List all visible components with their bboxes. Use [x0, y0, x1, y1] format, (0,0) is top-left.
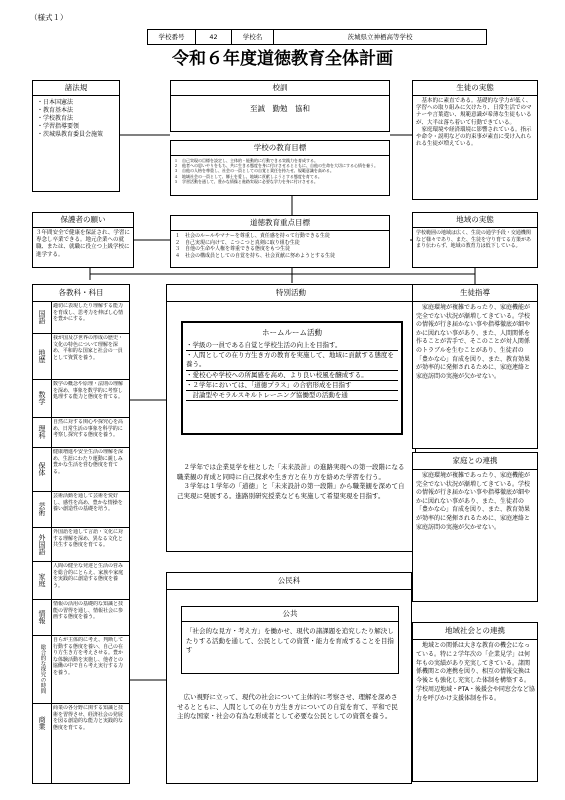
subject-name: 芸術 [38, 502, 46, 516]
motto-panel [170, 80, 390, 132]
subject-description: 情報の活用の基礎的な知識と技能の習得を通し、情報社会に参画する態度を養う。 [53, 601, 124, 620]
law-item: ・教育基本法 [37, 107, 74, 114]
subject-description: 数学の概念や原理・法則の理解を深め、事象を数学的に考察し処理する能力と態度を育てる。 [53, 381, 124, 400]
moral-goals-panel [170, 215, 390, 268]
moral-goals-title: 道徳教育重点目標 [171, 216, 389, 231]
subject-description: 芸術活動を通して芸術を愛好し、感性を高め、豊かな情操を養い創造性の基礎を培う。 [53, 493, 123, 512]
guardian-title: 保護者の願い [33, 213, 133, 228]
moral-goal-item: ２ 自己実現に向けて、こつこつと真剣に取り組む生徒 [175, 239, 300, 246]
subjects-divider [51, 301, 52, 783]
goals-panel [170, 140, 390, 196]
guidance-text: 家庭環境が複雑であったり、家庭機能が完全でない状況が漸増してきている。学校の情報が行き届かない事や指導徹底が細やかに図れない事があり、また、人間関係を作ることが苦手で、そこのことが対人関係のトラブルを生むことがあり、生徒君の「豊かな心」育成を図り、また、教育効果が効率的に発揮されるために、家庭連絡と家庭訪問の実施が欠かせない。 [416, 304, 531, 380]
subject-name: 地歴 [38, 349, 46, 363]
subject-name: 外国語 [38, 533, 46, 555]
subject-name: 商業 [38, 716, 46, 730]
subject-name: 理科 [38, 425, 46, 439]
moral-goals-list [175, 233, 387, 259]
family-text: 家庭環境が複雑であったり、家庭機能が完全でない状況が漸増してきている。学校の情報が行き届かない事や指導徹底が細やかに図れない事があり、また、生徒君の「豊かな心」育成を図り、また、教育効果が効率的に発揮されるために、家庭連絡と家庭訪問の実施が欠かせない。 [416, 472, 531, 531]
law-item: ・茨城県教育委員会施策 [37, 131, 104, 138]
public-box [181, 606, 399, 674]
community-text: 学校範囲の地域は広く、生徒の通学手段・交通機関など様々であり、また、生徒を守り育てる方策があまり伝わらず、地域の教育力は低下している。 [416, 230, 532, 250]
school-number-label: 学校番号 [148, 30, 196, 44]
school-name-label: 学校名 [232, 30, 274, 44]
hr-line: ・学級の一員である自覚と学校生活の向上を目指す。 [186, 341, 398, 351]
law-item: ・学習指導要領 [37, 123, 80, 130]
subject-description: 我が国及び世界の形成の歴史・文化の特色について理解を深め、平和的な国家と社会の一員として資質を養う。 [53, 335, 124, 361]
hr-activity-box [181, 321, 403, 435]
goal-item: ２ 他者への思いやりをもち、共に生きる態度を身に付けさせるとともに、自他の生命を大切にする心情を養う。 [174, 163, 378, 169]
page-title: 令和６年度道徳教育全体計画 [172, 49, 393, 69]
subjects-panel [32, 284, 130, 784]
subject-description: 自然に対する関心や探究心を高め、日常生活の事象を科学的に考察し探究する態度を養う。 [53, 419, 124, 438]
school-info [147, 29, 487, 45]
guardian-panel [32, 212, 134, 268]
guidance-panel [412, 284, 538, 449]
community-panel [412, 212, 538, 268]
student-status-panel [412, 80, 538, 200]
school-number: 42 [196, 30, 232, 44]
public-title: 公共 [182, 607, 398, 622]
moral-goal-item: ４ 社会の構成員としての自覚を持ち、社会貢献に努めようとする生徒 [175, 252, 336, 259]
student-status-text: 基本的に素直である。基礎的な学力が低く、学習への取り組みに欠けたり、日常生活でのマナーや言葉遣い、規範意識が希薄な生徒もいるが、大半は落ち着いて行動できている。 家庭環境や経済環境に影響されている。指示や命令・説明などの約束事が素直に受け入れられる生徒が増えている。 [416, 98, 532, 148]
laws-title: 諸法規 [33, 81, 119, 96]
subject-name: 家庭 [38, 573, 46, 587]
subject-name: 数学 [38, 391, 46, 405]
family-panel [412, 452, 538, 602]
subject-name: 保体 [38, 462, 46, 476]
student-status-title: 生徒の実態 [413, 81, 537, 96]
laws-panel [32, 80, 120, 192]
civics-panel [166, 572, 412, 784]
hr-line: 討論型やモラルスキルトレーニング協働型の活動を通 [186, 391, 398, 401]
special-title: 特別活動 [167, 285, 415, 302]
special-text: ２学年では企業見学を柱とした「未来設計」の進路実現への第一段階になる職業観の育成と同時に自己探求や生き方と在り方を絡めた学習を行う。 ３学年は１学年の「道徳」と「未来設計の第一段階」から職業観を深めて自己実現に発展する。進路別研究授業なども実施して希望実現を目指す。 [177, 463, 405, 500]
motto-title: 校訓 [171, 81, 389, 96]
goals-title: 学校の教育目標 [171, 141, 389, 156]
subject-description: 人間の健全な発達と生活の営みを総合的にとらえ、家族や家庭を実践的に創造する態度を養う。 [53, 563, 124, 589]
civics-text: 広い視野に立って、現代の社会について主体的に考察させ、理解を深めさせるとともに、人間としての在り方生き方についての自覚を育て、平和で民主的な国家・社会の有為な形成者として必要な公民としての資質を養う。 [177, 693, 398, 720]
hr-lines [186, 341, 398, 401]
moral-goal-item: ３ 自他の生命や人権を尊重できる態度をもつ生徒 [175, 246, 291, 253]
public-text: 「社会的な見方・考え方」を働かせ、現代の諸課題を追究したり解決したりする活動を通して、公民としての資質・能力を育成することを目指す [186, 627, 394, 654]
subjects-title: 各教科・科目 [33, 285, 129, 302]
hr-line: ・愛校心や学校への所属感を高め、より良い校風を醸成する。 [186, 371, 398, 381]
subject-name: 国語 [38, 310, 46, 324]
family-title: 家庭との連携 [413, 453, 537, 470]
hr-title: ホームルーム活動 [262, 328, 322, 337]
goal-item: １ 自己実現の目標を設定し、主体的・能動的に行動できる実践力を育成する。 [174, 158, 318, 163]
hr-line: ・２学年においては、「道徳プラス」の合宿形成を目指す [186, 381, 398, 391]
regional-title: 地域社会との連携 [413, 623, 537, 640]
moral-goal-item: １ 社会のルールやマナーを尊重し、責任感を持って行動できる生徒 [175, 233, 330, 239]
form-label: （様式１） [30, 13, 68, 22]
regional-text: 地域との関係は大きな教育の機会になっている。特に２学年次の「企業見学」は何年もの実績があり充実してきている。諸関係機関との連携を図り、相互の情報交換は今後とも強化し充実した体制を構築する。学校周辺地域・PTA・後援会や同窓会など協力を呼びかけ支援体制を作る。 [416, 642, 535, 702]
school-name: 茨城県立神栖高等学校 [347, 33, 413, 41]
subject-description: 商業の各分野に関する知識と技術を習得させ、経済社会の発展を図る創造的な能力と実践的な態度を育てる。 [53, 705, 124, 731]
guardian-text: ３年間安全で健康を保証され、学習に専念し卒業できる。地元企業への就職、または、就職に役立つ上級学校に進学する。 [36, 230, 130, 258]
goal-item: ５ 学習活動を通して、豊かな情操と進路実現に必要な学力を身に付けさせる。 [174, 178, 318, 184]
community-title: 地域の実態 [413, 213, 537, 228]
guidance-title: 生徒指導 [413, 285, 537, 302]
law-item: ・日本国憲法 [37, 99, 74, 106]
goals-list [174, 158, 387, 184]
subject-description: 外国語を通して言語・文化に対する理解を深め、異なる文化と共生する態度を育てる。 [53, 529, 124, 548]
law-item: ・学校教育法 [37, 115, 74, 122]
subject-description: 適切に表現したり理解する能力を育成し、思考力を伸ばし心情を豊かにする。 [53, 303, 124, 322]
laws-list [37, 99, 117, 139]
subject-description: 健康増進や安全生活の理解を深め、生涯にわたり運動に親しみ豊かな生活を営む態度を育てる。 [53, 449, 124, 475]
motto-text: 至誠 勤勉 協和 [250, 104, 310, 113]
hr-line: ・人間としての在り方生き方の教育を実施して、地域に貢献する態度を養う。 [186, 351, 398, 370]
subject-description: 自らが主体的に考え、判断して行動する態度を養い、自己の在り方生き方を考えさせる。豊かな体験活動を実施し、他者との協働の中で自ら考え実行する力を養う。 [53, 637, 124, 676]
regional-panel [412, 622, 538, 782]
subject-name: 総合的な探究の時間 [39, 644, 46, 694]
goal-item: ４ 地域社会の一員として、郷土を愛し、地域に貢献しようとする態度を育てる。 [174, 173, 322, 179]
subject-name: 情報 [38, 610, 46, 624]
civics-title: 公民科 [167, 573, 411, 590]
goal-item: ３ 自他の人格を尊重し、社会の一員としての自覚と責任を持たせ、規範意識を高める。 [174, 168, 334, 174]
special-activities-panel [166, 284, 416, 552]
